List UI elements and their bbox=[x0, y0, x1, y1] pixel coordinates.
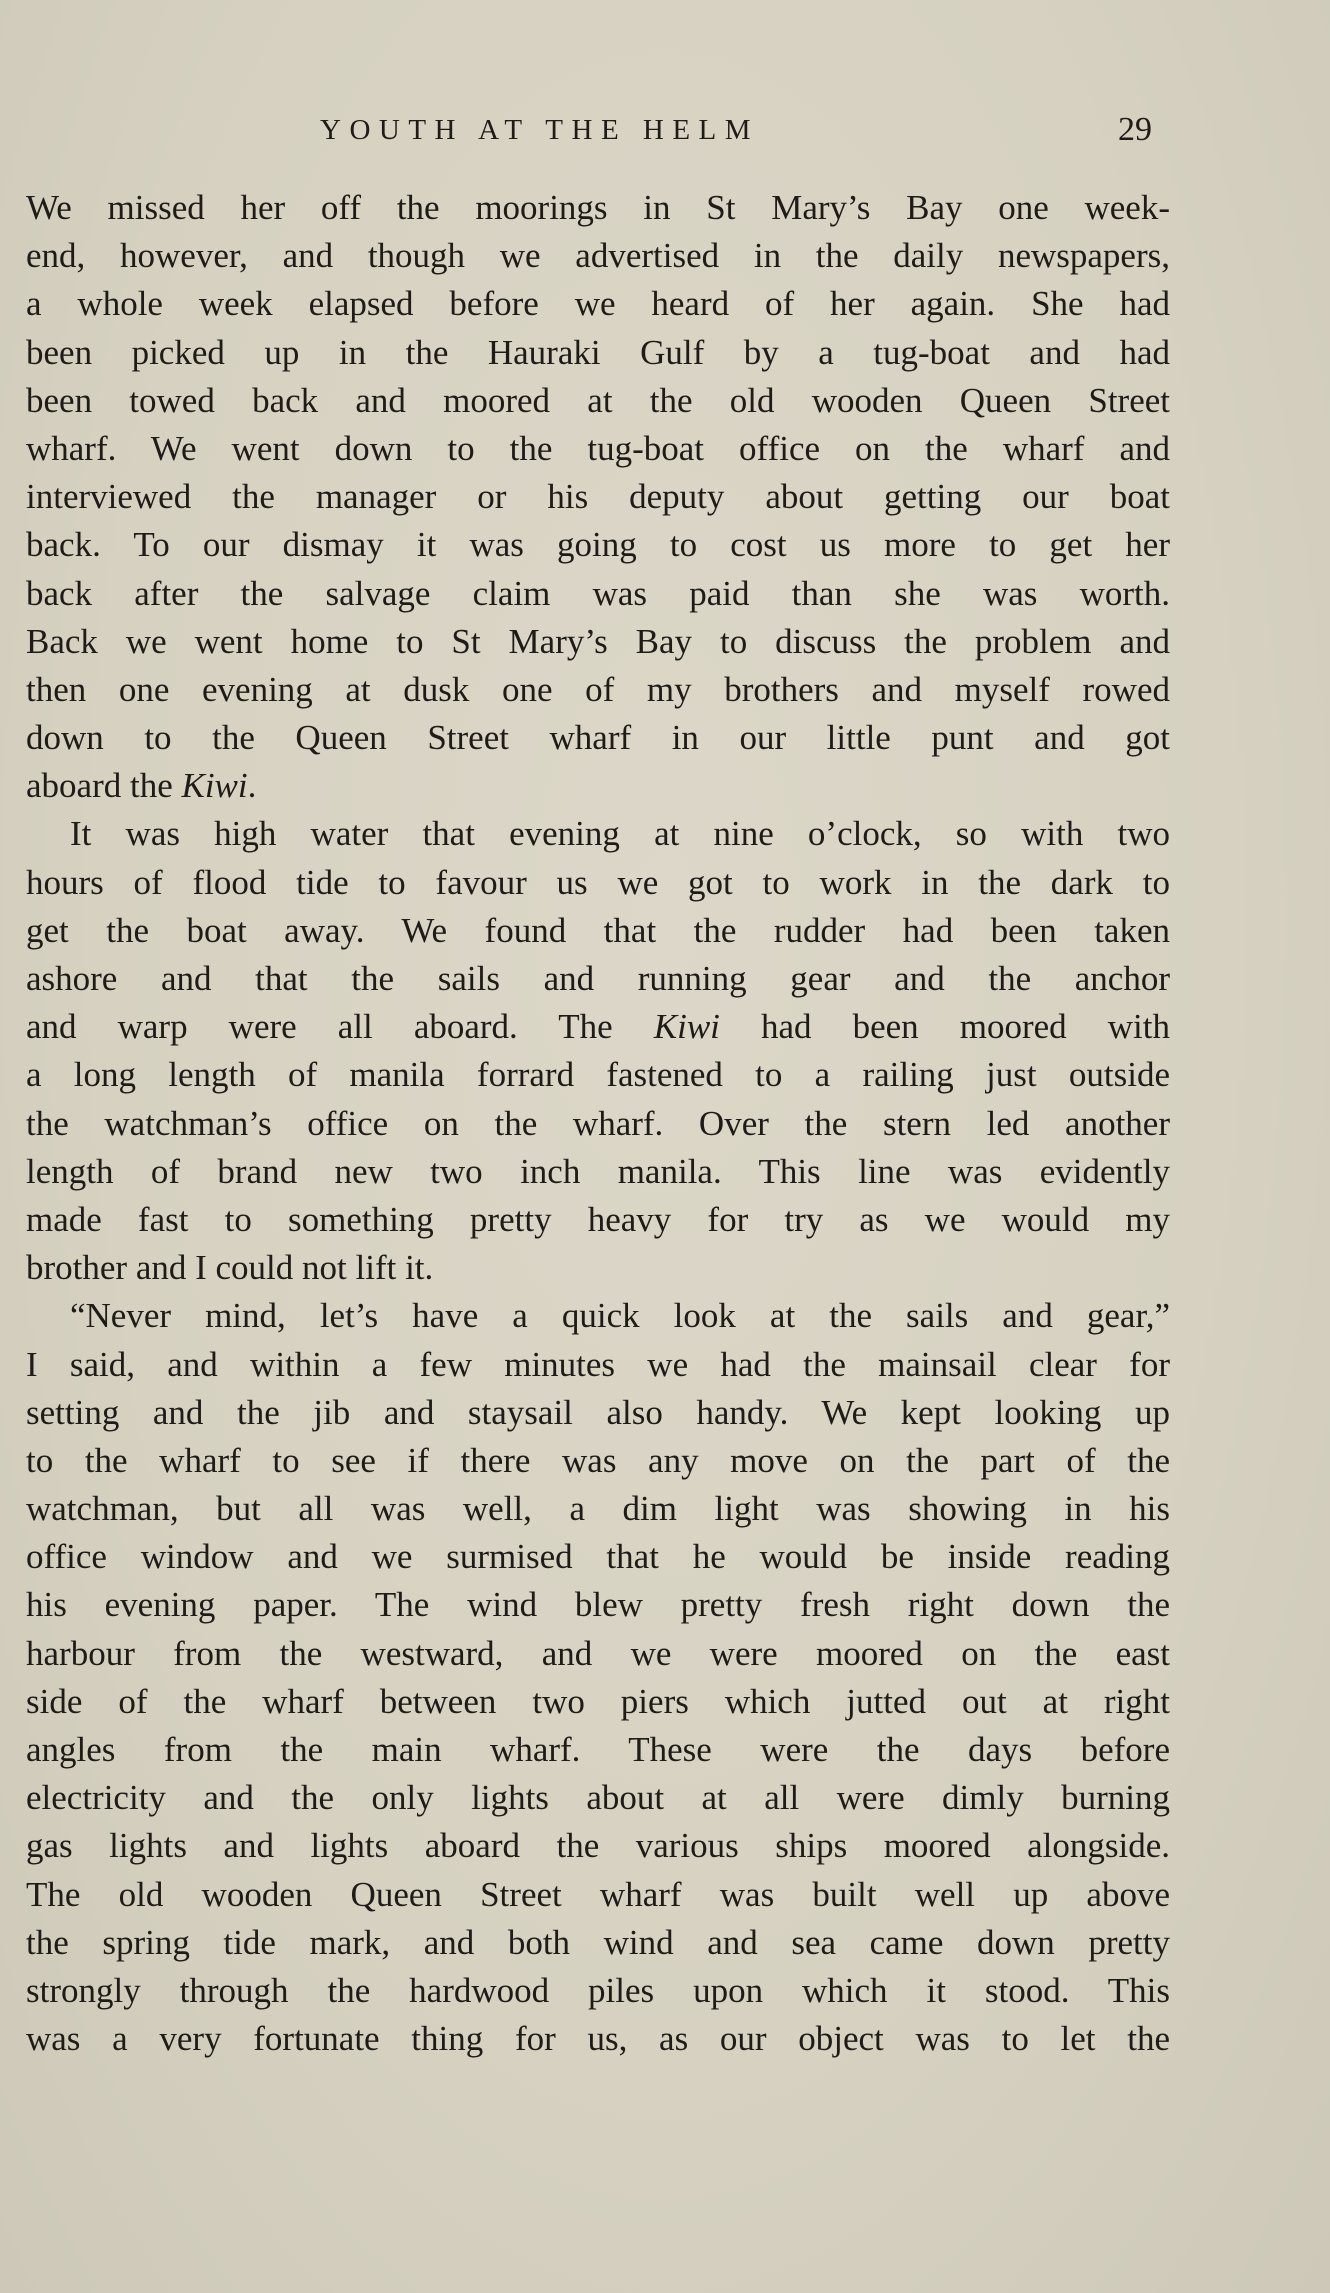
text-line: been towed back and moored at the old wooden Queen Street bbox=[26, 380, 1170, 420]
text-line: harbour from the westward, and we were moored on the east bbox=[26, 1633, 1170, 1673]
page-number: 29 bbox=[1118, 111, 1152, 148]
text-line: gas lights and lights aboard the various ships moored alongside. bbox=[26, 1826, 1170, 1866]
text-line: length of brand new two inch manila. This line was evidently bbox=[26, 1151, 1170, 1191]
text-line: his evening paper. The wind blew pretty fresh right down the bbox=[26, 1585, 1170, 1625]
text-line: watchman, but all was well, a dim light was showing in his bbox=[26, 1489, 1170, 1529]
text-line: back. To our dismay it was going to cost us more to get her bbox=[26, 525, 1170, 565]
paragraph-1 bbox=[26, 184, 1170, 810]
text-line: a long length of manila forrard fastened to a railing just outside bbox=[26, 1055, 1170, 1095]
text-line: was a very fortunate thing for us, as our object was to let the bbox=[26, 2019, 1170, 2059]
text-line: the watchman’s office on the wharf. Over the stern led another bbox=[26, 1103, 1170, 1143]
text-line: strongly through the hardwood piles upon which it stood. This bbox=[26, 1970, 1170, 2010]
paragraph-2 bbox=[26, 810, 1170, 1292]
text-line: “Never mind, let’s have a quick look at the sails and gear,” bbox=[70, 1296, 1170, 1336]
body-text bbox=[26, 184, 1170, 2063]
text-fragment: had been moored with bbox=[719, 1007, 1170, 1047]
text-line: interviewed the manager or his deputy about getting our boat bbox=[26, 477, 1170, 517]
boat-name: Kiwi bbox=[181, 766, 248, 806]
text-line: wharf. We went down to the tug-boat office on the wharf and bbox=[26, 428, 1170, 468]
text-line: back after the salvage claim was paid than she was worth. bbox=[26, 573, 1170, 613]
text-line: hours of flood tide to favour us we got to work in the dark to bbox=[26, 862, 1170, 902]
text-line: down to the Queen Street wharf in our little punt and got bbox=[26, 718, 1170, 758]
text-line: We missed her off the moorings in St Mary’s Bay one week- bbox=[26, 188, 1170, 227]
text-line: been picked up in the Hauraki Gulf by a tug-boat and had bbox=[26, 332, 1170, 372]
text-line: a whole week elapsed before we heard of her again. She had bbox=[26, 284, 1170, 324]
text-line: end, however, and though we advertised in the daily newspapers, bbox=[26, 236, 1170, 276]
text-line: to the wharf to see if there was any move on the part of the bbox=[26, 1440, 1170, 1480]
text-line: The old wooden Queen Street wharf was built well up above bbox=[26, 1874, 1170, 1914]
text-line: brother and I could not lift it. bbox=[26, 1248, 434, 1288]
text-line: side of the wharf between two piers which jutted out at right bbox=[26, 1681, 1170, 1721]
text-line: ashore and that the sails and running gear and the anchor bbox=[26, 959, 1170, 998]
text-line: It was high water that evening at nine o’clock, so with two bbox=[70, 814, 1170, 854]
paragraph-3 bbox=[26, 1292, 1170, 2063]
text-line bbox=[26, 1003, 1170, 1051]
text-line: then one evening at dusk one of my brothers and myself rowed bbox=[26, 669, 1170, 709]
text-line: Back we went home to St Mary’s Bay to discuss the problem and bbox=[26, 621, 1170, 661]
text-fragment: and warp were all aboard. The bbox=[26, 1007, 654, 1047]
text-line: I said, and within a few minutes we had the mainsail clear for bbox=[26, 1344, 1170, 1384]
text-fragment: aboard the bbox=[26, 766, 182, 806]
text-fragment: . bbox=[247, 766, 257, 806]
text-line: setting and the jib and staysail also handy. We kept looking up bbox=[26, 1392, 1170, 1432]
text-line: angles from the main wharf. These were the days before bbox=[26, 1730, 1170, 1769]
running-title: YOUTH AT THE HELM bbox=[320, 114, 760, 146]
text-line: electricity and the only lights about at all were dimly burning bbox=[26, 1778, 1170, 1818]
text-line: the spring tide mark, and both wind and sea came down pretty bbox=[26, 1922, 1170, 1962]
running-head bbox=[0, 108, 1330, 152]
text-line bbox=[26, 762, 1170, 810]
text-line: get the boat away. We found that the rudder had been taken bbox=[26, 910, 1170, 950]
boat-name: Kiwi bbox=[653, 1007, 720, 1047]
text-line: made fast to something pretty heavy for try as we would my bbox=[26, 1199, 1170, 1239]
text-line: office window and we surmised that he would be inside reading bbox=[26, 1537, 1170, 1577]
